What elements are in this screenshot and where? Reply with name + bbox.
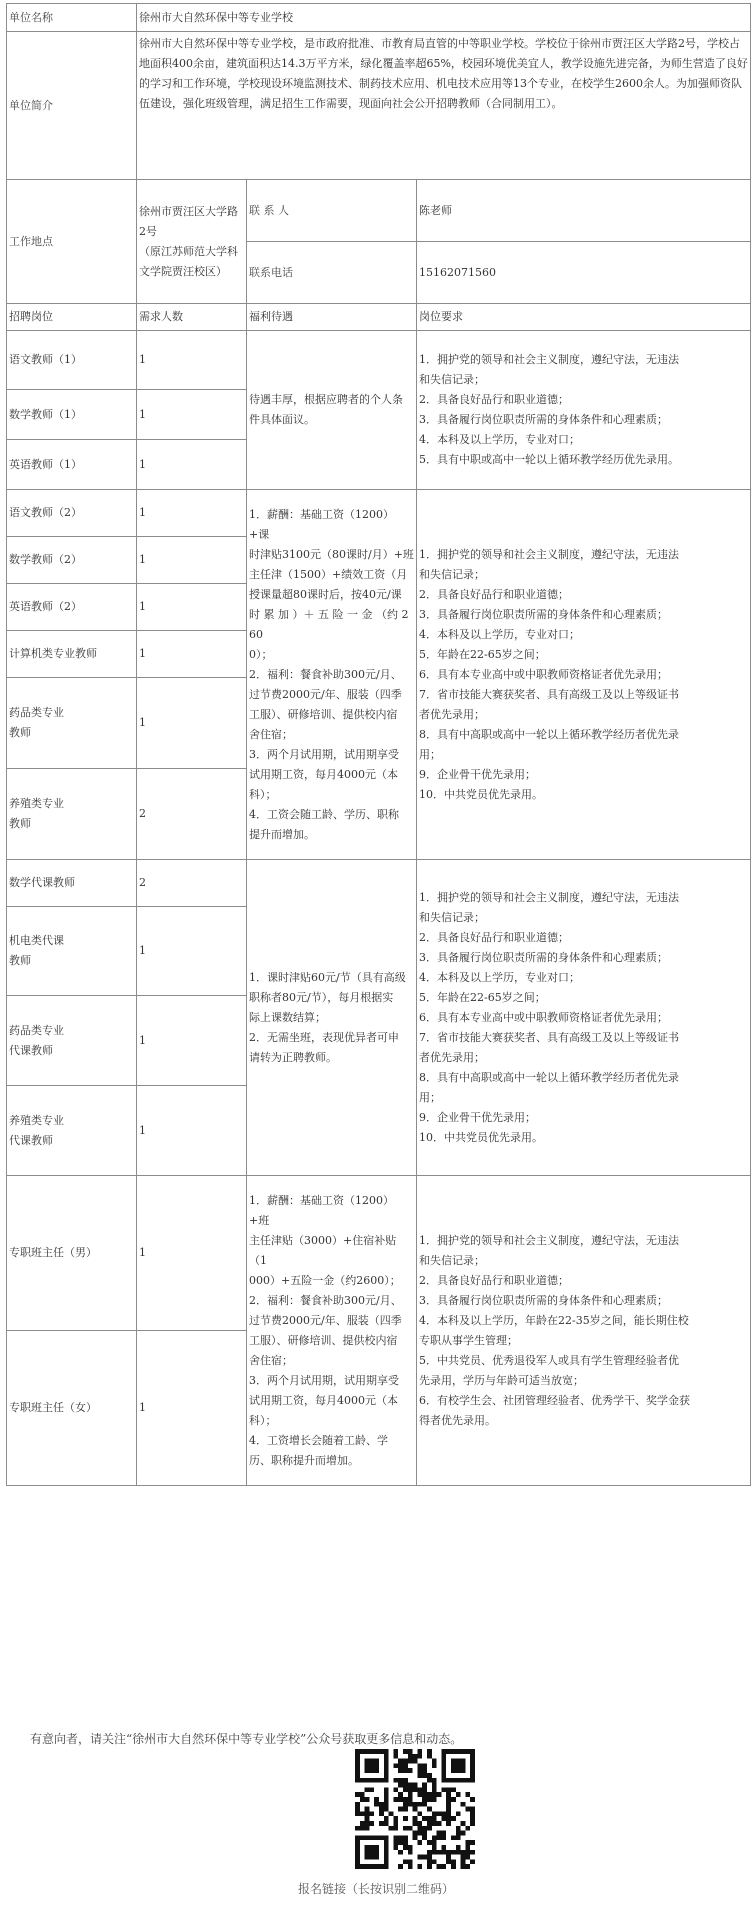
requirement-line: 5．具有中职或高中一轮以上循环教学经历优先录用。: [419, 453, 679, 466]
requirement-line: 4．本科及以上学历，专业对口；: [419, 433, 580, 446]
group-regular-teachers-1: [7, 331, 751, 490]
welfare-line: 3．两个月试用期，试用期享受: [249, 1373, 399, 1387]
requirement-line: 9．企业骨干优先录用；: [419, 767, 536, 781]
requirement-line: 2．具备良好品行和职业道德；: [419, 1273, 569, 1287]
post-count: 1: [137, 490, 247, 537]
post-name-line: 语文教师（1）: [9, 353, 82, 366]
requirement-line: 1．拥护党的领导和社会主义制度，遵纪守法，无违法: [419, 353, 679, 366]
post-name: [7, 537, 137, 584]
post-row: [7, 490, 751, 537]
requirement-line: 1．拥护党的领导和社会主义制度，遵纪守法，无违法: [419, 547, 679, 561]
post-name-line: 数学教师（1）: [9, 407, 82, 421]
requirement-line: 2．具备良好品行和职业道德；: [419, 587, 569, 601]
welfare-line: 0）；: [249, 647, 273, 661]
welfare-line: 过节费2000元/年、服装（四季: [249, 1313, 402, 1327]
welfare-line: 4．工资会随工龄、学历、职称: [249, 807, 399, 821]
welfare-line: 待遇丰厚，根据应聘者的个人条: [249, 393, 403, 406]
welfare-line: 舍住宿；: [249, 727, 293, 741]
recruitment-table: [6, 3, 751, 1486]
post-name: [7, 678, 137, 769]
welfare-line: 2．福利：餐食补助300元/月、: [249, 667, 402, 681]
post-name-line: 教师: [9, 817, 31, 830]
requirement-line: 5．中共党员、优秀退役军人或具有学生管理经验者优: [419, 1353, 679, 1367]
post-name-line: 英语教师（1）: [9, 457, 82, 471]
welfare-line: 职称者80元/节），每月根据实: [249, 990, 394, 1004]
requirement-line: 专职从事学生管理；: [419, 1333, 518, 1347]
address-line: 2号: [139, 224, 157, 238]
header-welfare: 福利待遇: [247, 304, 417, 331]
post-count: 1: [137, 537, 247, 584]
post-name: [7, 1176, 137, 1331]
welfare-line: 请转为正聘教师。: [249, 1050, 337, 1064]
welfare-line: 工服）、研修培训、提供校内宿: [249, 707, 398, 721]
post-count: 1: [137, 1086, 247, 1176]
location-label: 工作地点: [7, 180, 137, 304]
requirement-line: 8．具有中高职或高中一轮以上循环教学经历者优先录: [419, 727, 679, 741]
post-name-line: 药品类专业: [9, 1023, 64, 1037]
requirement-line: 用；: [419, 747, 441, 761]
unit-intro-label: 单位简介: [7, 32, 137, 180]
post-row: [7, 1176, 751, 1331]
requirement-line: 9．企业骨干优先录用；: [419, 1110, 536, 1124]
group-substitute-teachers: [7, 860, 751, 1176]
post-name-line: 机电类代课: [9, 934, 64, 947]
post-name: [7, 631, 137, 678]
post-name: [7, 1086, 137, 1176]
requirement-line: 2．具备良好品行和职业道德；: [419, 393, 569, 406]
footer-note: 有意向者，请关注“徐州市大自然环保中等专业学校”公众号获取更多信息和动态。: [30, 1732, 463, 1746]
post-count: 1: [137, 584, 247, 631]
requirement-line: 6．有校学生会、社团管理经验者、优秀学干、奖学金获: [419, 1393, 690, 1407]
post-count: 1: [137, 331, 247, 390]
welfare-details: [247, 860, 417, 1176]
requirement-line: 4．本科及以上学历，年龄在22-35岁之间，能长期住校: [419, 1313, 689, 1327]
unit-name-label: 单位名称: [7, 4, 137, 32]
welfare-line: 试用期工资，每月4000元（本: [249, 767, 398, 781]
post-count: 1: [137, 1176, 247, 1331]
header-count: 需求人数: [137, 304, 247, 331]
location-row: [7, 180, 751, 242]
phone-number: 15162071560: [417, 242, 751, 304]
post-name-line: 养殖类专业: [9, 1113, 64, 1127]
post-count: 1: [137, 678, 247, 769]
requirement-line: 6．具有本专业高中或中职教师资格证者优先录用；: [419, 1010, 668, 1024]
post-name: [7, 860, 137, 907]
welfare-line: 1．课时津贴60元/节（具有高级: [249, 970, 406, 984]
post-name: [7, 907, 137, 996]
post-name-line: 英语教师（2）: [9, 600, 82, 613]
requirement-line: 4．本科及以上学历，专业对口；: [419, 970, 580, 984]
welfare-line: 1．薪酬：基础工资（1200）+班: [249, 1193, 394, 1227]
requirement-line: 和失信记录；: [419, 1253, 485, 1267]
post-count: 1: [137, 996, 247, 1086]
contact-person: 陈老师: [417, 180, 751, 242]
requirement-line: 1．拥护党的领导和社会主义制度，遵纪守法，无违法: [419, 890, 679, 904]
requirement-line: 7．省市技能大赛获奖者、具有高级工及以上等级证书: [419, 687, 679, 701]
post-name-line: 计算机类专业教师: [9, 647, 97, 660]
group-regular-teachers-2: [7, 490, 751, 860]
requirement-line: 得者优先录用。: [419, 1413, 496, 1427]
unit-intro-row: [7, 32, 751, 180]
requirement-line: 4．本科及以上学历，专业对口；: [419, 627, 580, 641]
header-requirements: 岗位要求: [417, 304, 751, 331]
post-name: [7, 769, 137, 860]
post-name-line: 语文教师（2）: [9, 506, 82, 519]
post-row: [7, 860, 751, 907]
requirements-list: [417, 490, 751, 860]
welfare-line: 授课量超80课时后，按40元/课: [249, 587, 402, 601]
requirement-line: 3．具备履行岗位职责所需的身体条件和心理素质；: [419, 950, 668, 964]
unit-name-row: [7, 4, 751, 32]
post-count: 1: [137, 390, 247, 440]
welfare-line: 3．两个月试用期，试用期享受: [249, 747, 399, 761]
post-name: [7, 1331, 137, 1486]
unit-name: 徐州市大自然环保中等专业学校: [137, 4, 751, 32]
requirements-list: [417, 331, 751, 490]
welfare-line: 主任津贴（3000）+住宿补贴（1: [249, 1233, 397, 1267]
post-count: 1: [137, 1331, 247, 1486]
requirement-line: 3．具备履行岗位职责所需的身体条件和心理素质；: [419, 607, 668, 621]
requirement-line: 用；: [419, 1090, 441, 1104]
requirement-line: 10．中共党员优先录用。: [419, 787, 543, 801]
post-name: [7, 490, 137, 537]
contact-label: 联 系 人: [247, 180, 417, 242]
post-count: 1: [137, 631, 247, 678]
post-count: 2: [137, 769, 247, 860]
post-name-line: 代课教师: [9, 1043, 53, 1057]
welfare-line: 科）；: [249, 1413, 277, 1427]
welfare-line: 000）+五险一金（约2600）；: [249, 1273, 401, 1287]
requirements-list: [417, 860, 751, 1176]
requirement-line: 5．年龄在22-65岁之间；: [419, 990, 546, 1004]
post-count: 2: [137, 860, 247, 907]
welfare-line: 舍住宿；: [249, 1353, 293, 1367]
post-name-line: 代课教师: [9, 1133, 53, 1147]
post-name: [7, 440, 137, 490]
requirement-line: 1．拥护党的领导和社会主义制度，遵纪守法，无违法: [419, 1233, 679, 1247]
requirement-line: 和失信记录；: [419, 910, 485, 924]
welfare-line: 2．福利：餐食补助300元/月、: [249, 1293, 402, 1307]
welfare-details: [247, 490, 417, 860]
unit-intro: 徐州市大自然环保中等专业学校，是市政府批准、市教育局直管的中等职业学校。学校位于徐州市贾汪区大学路2号，学校占地面积400余亩，建筑面积达14.3万平方米，绿化覆盖率超65%，校园环境优美宜人，教学设施先进完备，为师生营造了良好的学习和工作环境，学校现设环境监测技术、制药技术应用、机电技术应用等13个专业，在校学生2600余人。为加强师资队伍建设，强化班级管理，满足招生工作需要，现面向社会公开招聘教师（合同制用工）。: [137, 32, 751, 180]
welfare-line: 1．薪酬：基础工资（1200）+课: [249, 507, 394, 541]
post-count: 1: [137, 907, 247, 996]
post-name-line: 养殖类专业: [9, 797, 64, 810]
welfare-line: 时 累 加 ）＋ 五 险 一 金 （约 260: [249, 607, 409, 641]
address-line: （原江苏师范大学科: [139, 244, 238, 258]
welfare-line: 工服）、研修培训、提供校内宿: [249, 1333, 398, 1347]
welfare-line: 4．工资增长会随着工龄、学: [249, 1433, 388, 1447]
requirement-line: 2．具备良好品行和职业道德；: [419, 930, 569, 944]
post-name-line: 数学教师（2）: [9, 553, 82, 566]
requirement-line: 3．具备履行岗位职责所需的身体条件和心理素质；: [419, 1293, 668, 1307]
welfare-line: 2．无需坐班，表现优异者可申: [249, 1030, 399, 1044]
requirement-line: 和失信记录；: [419, 567, 485, 581]
requirements-list: [417, 1176, 751, 1486]
requirement-line: 7．省市技能大赛获奖者、具有高级工及以上等级证书: [419, 1030, 679, 1044]
welfare-line: 科）；: [249, 787, 277, 801]
post-name: [7, 996, 137, 1086]
location-address: [137, 180, 247, 304]
requirement-line: 者优先录用；: [419, 707, 485, 721]
welfare-line: 试用期工资，每月4000元（本: [249, 1393, 398, 1407]
welfare-line: 件具体面议。: [249, 413, 315, 426]
post-name-line: 药品类专业: [9, 706, 64, 719]
requirement-line: 10．中共党员优先录用。: [419, 1130, 543, 1144]
requirement-line: 3．具备履行岗位职责所需的身体条件和心理素质；: [419, 413, 668, 426]
welfare-details: [247, 331, 417, 490]
post-name-line: 教师: [9, 726, 31, 739]
address-line: 文学院贾汪校区）: [139, 264, 227, 278]
requirement-line: 先录用，学历与年龄可适当放宽；: [419, 1373, 584, 1387]
welfare-line: 提升而增加。: [249, 827, 315, 841]
post-name-line: 专职班主任（男）: [9, 1246, 97, 1259]
post-name: [7, 331, 137, 390]
post-name-line: 教师: [9, 954, 31, 967]
welfare-line: 主任津（1500）+绩效工资（月: [249, 567, 408, 581]
header-row: [7, 304, 751, 331]
welfare-details: [247, 1176, 417, 1486]
post-count: 1: [137, 440, 247, 490]
welfare-line: 历、职称提升而增加。: [249, 1453, 359, 1467]
requirement-line: 者优先录用；: [419, 1050, 485, 1064]
post-row: [7, 331, 751, 390]
phone-label: 联系电话: [247, 242, 417, 304]
header-post: 招聘岗位: [7, 304, 137, 331]
requirement-line: 8．具有中高职或高中一轮以上循环教学经历者优先录: [419, 1070, 679, 1084]
post-name-line: 专职班主任（女）: [9, 1401, 97, 1414]
requirement-line: 和失信记录；: [419, 373, 485, 386]
post-name: [7, 584, 137, 631]
welfare-line: 时津贴3100元（80课时/月）+班: [249, 547, 414, 561]
qr-caption: 报名链接（长按识别二维码）: [297, 1882, 454, 1896]
requirement-line: 6．具有本专业高中或中职教师资格证者优先录用；: [419, 667, 668, 681]
post-name-line: 数学代课教师: [9, 876, 75, 889]
welfare-line: 际上课数结算；: [249, 1010, 326, 1024]
address-line: 徐州市贾汪区大学路: [139, 204, 238, 218]
post-name: [7, 390, 137, 440]
group-class-advisors: [7, 1176, 751, 1486]
welfare-line: 过节费2000元/年、服装（四季: [249, 687, 402, 701]
requirement-line: 5．年龄在22-65岁之间；: [419, 647, 546, 661]
qr-code-icon[interactable]: [355, 1749, 475, 1869]
